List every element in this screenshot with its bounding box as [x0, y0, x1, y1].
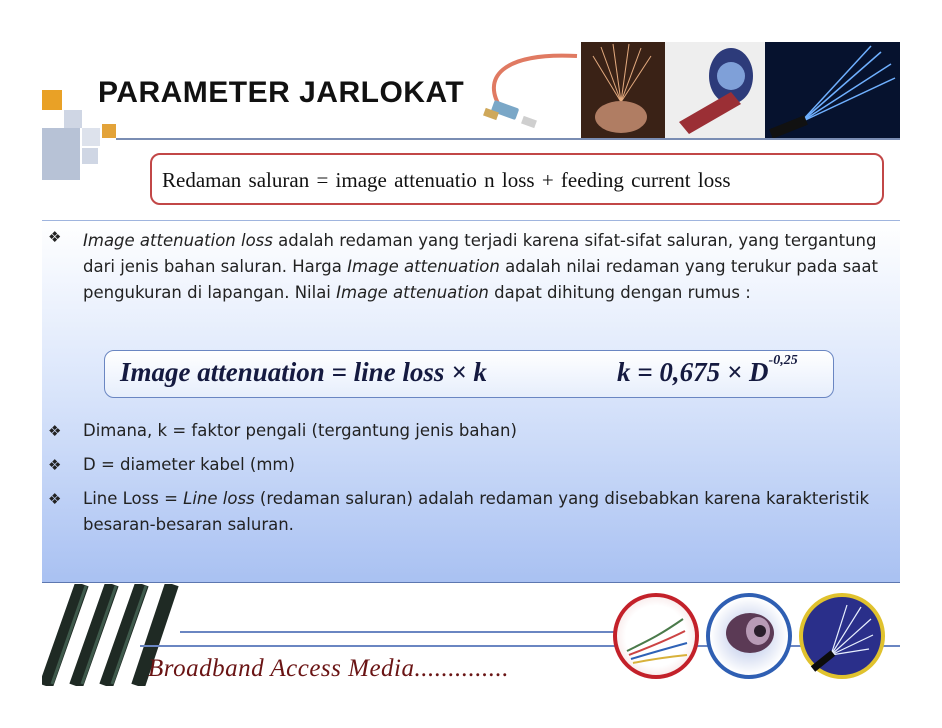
- text-segment: adalah nilai redaman yang terukur pada saat pengukuran di lapangan. Nilai: [83, 257, 878, 302]
- text-segment: Line Loss =: [83, 489, 184, 508]
- eq-rhs: 0,675 × D: [659, 357, 769, 387]
- bullet-diamond-icon: ❖: [48, 228, 62, 246]
- formula-text: Redaman saluran = image attenuatio n loss + feeding current loss: [162, 168, 731, 192]
- fiber-photo-collage: [581, 42, 900, 138]
- cable-circle-image-3: [799, 593, 885, 679]
- decor-square: [42, 128, 80, 180]
- paragraph-line-loss: [83, 486, 883, 538]
- paragraph-d-definition: D = diameter kabel (mm): [83, 455, 295, 474]
- cable-circle-image-1: [613, 593, 699, 679]
- bullet-diamond-icon: ❖: [48, 456, 62, 474]
- eq-exponent: -0,25: [768, 353, 798, 368]
- text-segment: adalah redaman yang terjadi karena sifat-sifat saluran, yang tergantung dari jenis bahan saluran. Harga: [83, 231, 877, 276]
- decor-square: [64, 110, 82, 128]
- footer-line: [180, 631, 620, 633]
- title-underline: [116, 138, 900, 140]
- eq-lhs: Image attenuation: [120, 357, 325, 387]
- footer-brand-text: Broadband Access Media..............: [148, 655, 510, 682]
- decor-square: [42, 90, 62, 110]
- bullet-diamond-icon: ❖: [48, 422, 62, 440]
- term-image-attenuation-loss: Image attenuation loss: [83, 231, 273, 250]
- text-segment: dapat dihitung dengan rumus :: [488, 283, 751, 302]
- decor-square: [102, 124, 116, 138]
- eq-k: k: [617, 357, 631, 387]
- equation-right: [617, 353, 798, 388]
- fiber-connector-image: [462, 48, 582, 136]
- eq-equals: =: [331, 357, 347, 387]
- text-segment: (redaman saluran) adalah redaman yang disebabkan karena karakteristik besaran-besaran saluran.: [83, 489, 870, 534]
- equation-left: [120, 357, 487, 388]
- term-image-attenuation: Image attenuation: [347, 257, 500, 276]
- cable-circle-image-2: [706, 593, 792, 679]
- decor-square: [82, 148, 98, 164]
- term-image-attenuation: Image attenuation: [336, 283, 489, 302]
- page-title: PARAMETER JARLOKAT: [98, 76, 465, 109]
- eq-equals: =: [637, 357, 653, 387]
- term-line-loss: Line loss: [183, 489, 255, 508]
- paragraph-k-definition: Dimana, k = faktor pengali (tergantung jenis bahan): [83, 421, 517, 440]
- decor-square: [82, 128, 100, 146]
- bullet-diamond-icon: ❖: [48, 490, 62, 508]
- eq-rhs: line loss × k: [353, 357, 487, 387]
- paragraph-image-attenuation: [83, 228, 893, 306]
